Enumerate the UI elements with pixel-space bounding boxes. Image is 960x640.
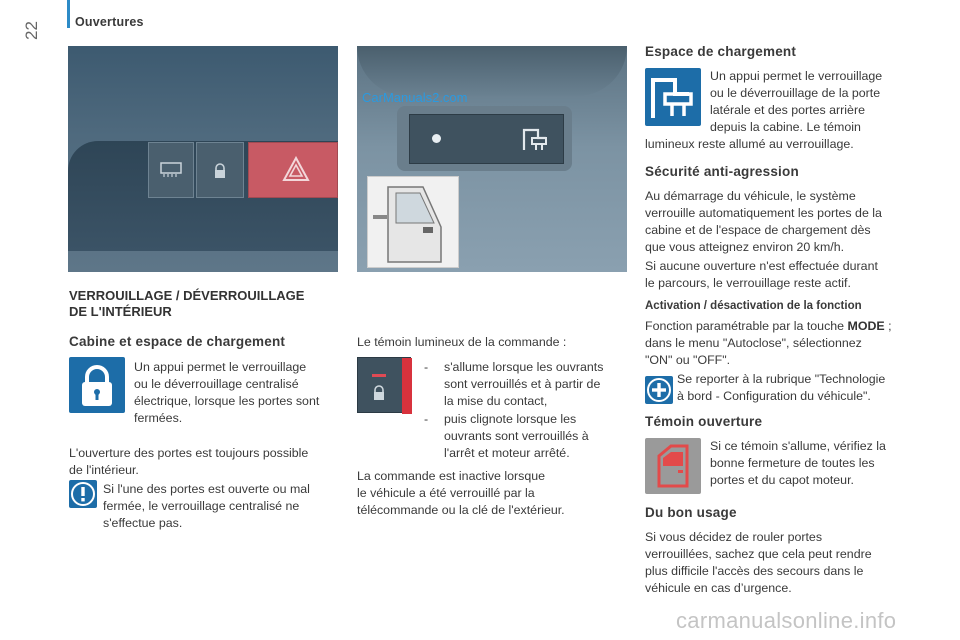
- lock-icon-box: [69, 357, 125, 413]
- fonction-pre: Fonction paramétrable par la touche: [645, 319, 848, 333]
- ouverture-line: L'ouverture des portes est toujours possible: [69, 446, 309, 460]
- bon-line: véhicule en cas d’urgence.: [645, 581, 792, 595]
- main-title-line-1: VERROUILLAGE / DÉVERROUILLAGE: [69, 288, 305, 303]
- page-number: 22: [22, 21, 41, 40]
- espace-tail: lumineux reste allumé au verrouillage.: [645, 137, 854, 151]
- padlock-icon: [372, 385, 386, 401]
- bullet-dash-1: -: [424, 360, 429, 374]
- watermark-top: CarManuals2.com: [362, 90, 468, 105]
- temoin-intro: Le témoin lumineux de la commande :: [357, 335, 567, 349]
- main-title-line-2: DE L'INTÉRIEUR: [69, 304, 172, 319]
- securite-heading: Sécurité anti-agression: [645, 164, 799, 179]
- securite-line: que vous atteignez environ 20 km/h.: [645, 240, 845, 254]
- cabine-line: ou le déverrouillage centralisé: [134, 377, 299, 391]
- temoin-line: portes et du capot moteur.: [710, 473, 854, 487]
- fonction-post: ;: [884, 319, 892, 333]
- bullet1-line: la mise du contact,: [444, 394, 548, 408]
- ouverture-line: de l'intérieur.: [69, 463, 139, 477]
- padlock-icon: [69, 357, 125, 413]
- info-icon-box: [645, 376, 673, 404]
- warning-line: fermée, le verrouillage centralisé ne: [103, 499, 300, 513]
- warning-line: Si l'une des portes est ouverte ou mal: [103, 482, 310, 496]
- espace-line: ou le déverrouillage de la porte: [710, 86, 881, 100]
- inactive-line: le véhicule a été verrouillé par la: [357, 486, 535, 500]
- securite-line: le parcours, le verrouillage reste actif.: [645, 276, 851, 290]
- cabine-line: électrique, lorsque les portes sont: [134, 394, 320, 408]
- inactive-line: La commande est inactive lorsque: [357, 469, 546, 483]
- espace-heading: Espace de chargement: [645, 44, 797, 59]
- cabine-line: fermées.: [134, 411, 183, 425]
- indicator-led: [432, 134, 441, 143]
- fonction-line: "ON" ou "OFF".: [645, 353, 731, 367]
- cabine-line: Un appui permet le verrouillage: [134, 360, 307, 374]
- temoin-line: Si ce témoin s'allume, vérifiez la: [710, 439, 886, 453]
- watermark-bottom: carmanualsonline.info: [676, 608, 897, 633]
- bullet2-line: l'arrêt et moteur arrêté.: [444, 446, 570, 460]
- hazard-triangle-icon: [282, 156, 310, 182]
- mode-key: MODE: [847, 319, 885, 333]
- fonction-line: [645, 318, 892, 335]
- espace-line: Un appui permet le verrouillage: [710, 69, 883, 83]
- bon-line: Si vous décidez de rouler portes: [645, 530, 823, 544]
- padlock-icon: [213, 163, 227, 179]
- espace-line: latérale et des portes arrière: [710, 103, 865, 117]
- door-open-icon-box: [645, 438, 701, 494]
- info-line: à bord - Configuration du véhicule".: [677, 389, 871, 403]
- bullet2-line: puis clignote lorsque les: [444, 412, 577, 426]
- info-plus-icon: [645, 376, 673, 404]
- bon-usage-heading: Du bon usage: [645, 505, 737, 520]
- cabine-heading: Cabine et espace de chargement: [69, 334, 286, 349]
- securite-line: Si aucune ouverture n'est effectuée durant: [645, 259, 878, 273]
- cargo-door-icon: [645, 68, 701, 126]
- door-open-warning-icon: [645, 438, 701, 494]
- section-title: Ouvertures: [75, 15, 144, 29]
- securite-line: Au démarrage du véhicule, le système: [645, 189, 856, 203]
- securite-line: verrouille automatiquement les portes de la: [645, 206, 882, 220]
- info-line: Se reporter à la rubrique "Technologie: [677, 372, 886, 386]
- bon-line: plus difficile l'accès des secours dans le: [645, 564, 864, 578]
- bullet1-line: sont verrouillés et à partir de: [444, 377, 601, 391]
- bullet1-line: s'allume lorsque les ouvrants: [444, 360, 604, 374]
- cargo-door-icon: [522, 128, 552, 152]
- cargo-icon-box: [645, 68, 701, 126]
- securite-line: cabine et de l'espace de chargement dès: [645, 223, 871, 237]
- rear-defrost-icon: [160, 162, 182, 178]
- bon-line: verrouillées, sachez que cela peut rendre: [645, 547, 872, 561]
- lock-switch-thumbnail: [357, 357, 411, 413]
- cargo-switch-photo: [357, 46, 627, 272]
- page-margin-bar: [67, 0, 70, 28]
- activation-heading: Activation / désactivation de la fonction: [645, 300, 862, 312]
- switch-panel-photo: [68, 46, 338, 272]
- warning-exclamation-icon: [69, 480, 97, 508]
- temoin-heading: Témoin ouverture: [645, 414, 763, 429]
- bullet-dash-2: -: [424, 412, 429, 426]
- espace-line: depuis la cabine. Le témoin: [710, 120, 861, 134]
- van-door-inset: [367, 176, 459, 268]
- bullet2-line: ouvrants sont verrouillés à: [444, 429, 589, 443]
- temoin-line: bonne fermeture de toutes les: [710, 456, 875, 470]
- warning-line: s'effectue pas.: [103, 516, 183, 530]
- warning-icon-box: [69, 480, 97, 508]
- inactive-line: télécommande ou la clé de l'extérieur.: [357, 503, 565, 517]
- fonction-line: dans le menu "Autoclose", sélectionnez: [645, 336, 862, 350]
